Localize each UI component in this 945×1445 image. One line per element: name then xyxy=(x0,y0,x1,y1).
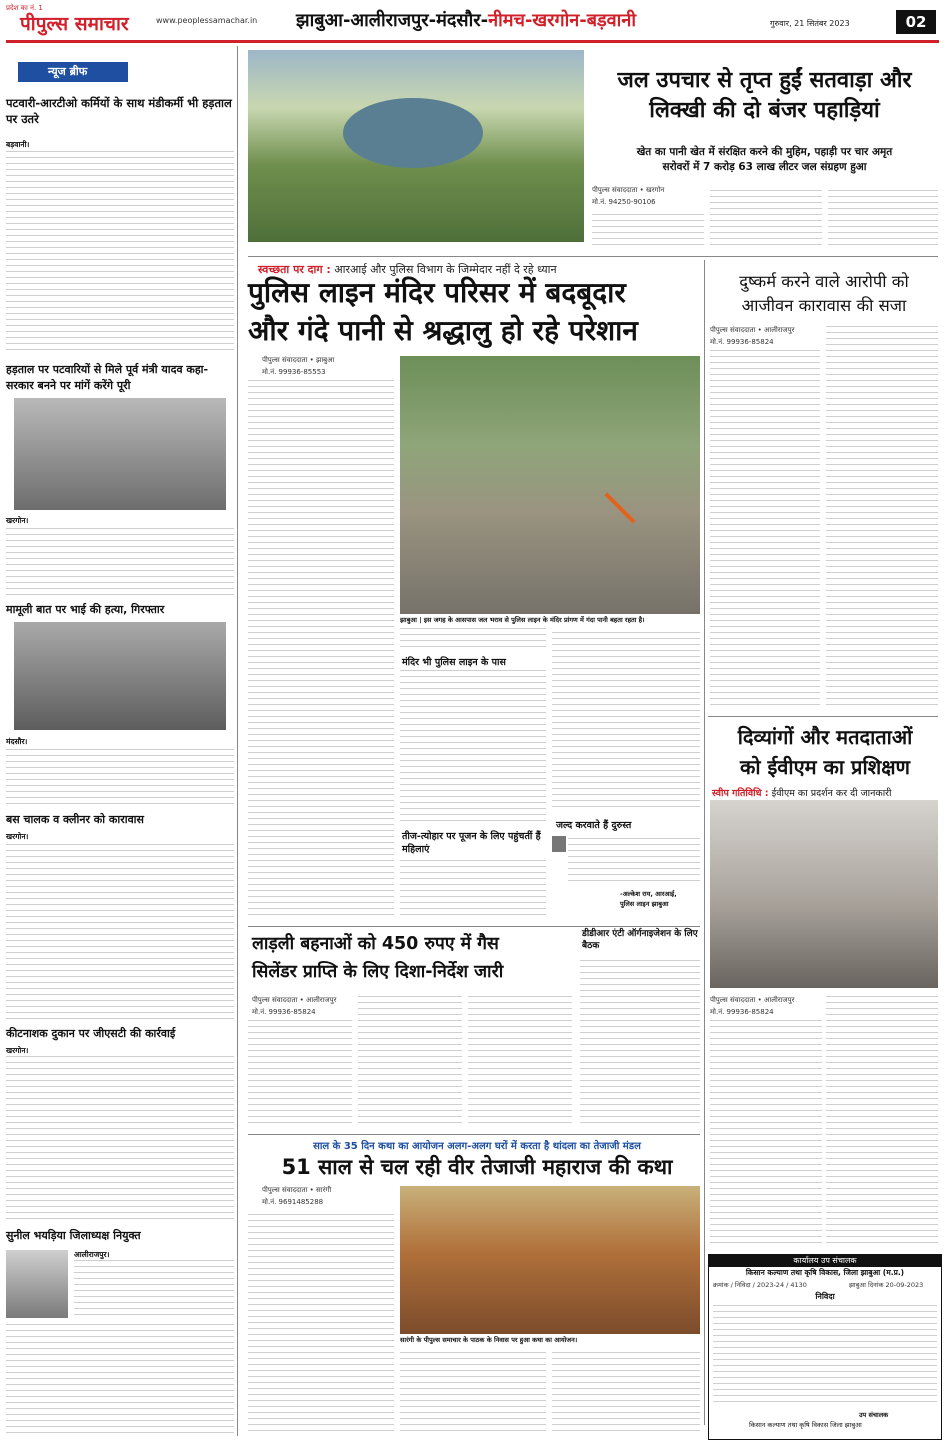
brief-5-body xyxy=(6,1056,234,1224)
court-headline-line2: आजीवन कारावास की सजा xyxy=(741,296,907,315)
notice-ref-right: झाबुआ दिनांक 20-09-2023 xyxy=(849,1281,924,1289)
ladli-byline-place: आलीराजपुर xyxy=(306,996,337,1004)
court-body-col1 xyxy=(710,350,820,710)
brief-1-body xyxy=(6,150,234,355)
page-number: 02 xyxy=(896,10,936,34)
lead-sub2: सरोवरों में 7 करोड़ 63 लाख लीटर जल संग्रहण हुआ xyxy=(662,161,867,173)
brief-3-body xyxy=(6,747,234,809)
masthead-rule xyxy=(6,40,939,43)
tejaji-byline-place: सारंगी xyxy=(316,1186,332,1194)
evm-byline-place: आलीराजपुर xyxy=(764,996,795,1004)
column-divider-left xyxy=(237,46,238,1436)
court-headline-line1: दुष्कर्म करने वाले आरोपी को xyxy=(739,272,909,291)
logo[interactable]: पीपुल्स समाचार xyxy=(20,13,129,35)
dd-body xyxy=(580,956,700,1128)
court-headline[interactable] xyxy=(710,270,938,318)
notice-office: कार्यालय उप संचालक xyxy=(709,1255,941,1267)
temple-kicker-text: आरआई और पुलिस विभाग के जिम्मेदार नहीं दे रहे ध्यान xyxy=(334,263,557,276)
notice-signature: उप संचालक xyxy=(859,1411,889,1419)
rule-lower xyxy=(248,1134,700,1135)
brief-4-lead: खरगोन। xyxy=(6,832,29,841)
brief-6-portrait xyxy=(6,1250,68,1318)
brief-2-title[interactable]: हड़ताल पर पटवारियों से मिले पूर्व मंत्री यादव कहा- सरकार बनने पर मांगें करेंगे पूरी xyxy=(6,363,209,392)
brief-3-title[interactable]: मामूली बात पर भाई की हत्या, गिरफ्तार xyxy=(6,603,165,616)
tejaji-photo xyxy=(400,1186,700,1334)
temple-quote-body xyxy=(568,836,700,886)
temple-body-col2b xyxy=(400,668,546,826)
ladli-body-col3 xyxy=(468,996,572,1128)
evm-kicker-text: ईवीएम का प्रदर्शन कर दी जानकारी xyxy=(771,788,892,799)
temple-quote-org: पुलिस लाइन झाबुआ xyxy=(620,900,669,908)
brief-3-lead: मंदसौर। xyxy=(6,737,28,746)
temple-photo xyxy=(400,356,700,614)
masthead-logo-block xyxy=(6,4,256,38)
notice-heading: निविदा xyxy=(815,1292,835,1301)
brief-6-lead: आलीराजपुर। xyxy=(74,1250,110,1259)
notice-dept: किसान कल्याण तथा कृषि विकास, जिला झाबुआ (म.प्र.) xyxy=(745,1268,905,1277)
column-divider-right xyxy=(704,260,705,1425)
ladli-headline[interactable] xyxy=(252,930,572,986)
tejaji-body-col3 xyxy=(552,1348,700,1436)
brief-2-lead: खरगोन। xyxy=(6,516,29,525)
evm-byline-name: पीपुल्स संवाददाता xyxy=(710,996,756,1004)
news-brief-label: न्यूज ब्रीफ xyxy=(48,65,88,78)
temple-byline: पीपुल्स संवाददाता • झाबुआ xyxy=(262,356,335,364)
ladli-phone: मो.नं. 99936-85824 xyxy=(252,1008,316,1016)
tejaji-byline-name: पीपुल्स संवाददाता xyxy=(262,1186,308,1194)
tejaji-photo-caption: सारंगी के पीपुल्स समाचार के पाठक के निवास पर हुआ कथा का आयोजन। xyxy=(400,1336,578,1344)
temple-headline[interactable] xyxy=(248,274,700,350)
temple-byline-place: झाबुआ xyxy=(316,356,335,364)
region-title-red: नीमच-खरगोन-बड़वानी xyxy=(488,10,636,31)
lead-subheadline xyxy=(592,145,937,175)
lead-headline-line2: लिक्खी की दो बंजर पहाड़ियां xyxy=(649,98,880,123)
temple-body-col2c xyxy=(400,860,546,920)
ladli-body-col1 xyxy=(248,1020,352,1128)
court-byline: पीपुल्स संवाददाता • आलीराजपुर xyxy=(710,326,795,334)
temple-body-col3a xyxy=(552,628,700,812)
lead-body-col3 xyxy=(828,186,938,250)
temple-photo-caption: झाबुआ | इस जगह के आसपास जल भराव से पुलिस लाइन के मंदिर प्रांगण में गंदा पानी बहता रहता है। xyxy=(400,616,645,624)
court-byline-name: पीपुल्स संवाददाता xyxy=(710,326,756,334)
temple-headline-line2: और गंदे पानी से श्रद्धालु हो रहे परेशान xyxy=(248,314,638,347)
lead-body-col2 xyxy=(710,186,822,250)
ladli-byline: पीपुल्स संवाददाता • आलीराजपुर xyxy=(252,996,337,1004)
temple-subhead-2: तीज-त्योहार पर पूजन के लिए पहुंचतीं हैं महिलाएं xyxy=(402,831,541,855)
evm-headline[interactable] xyxy=(710,722,940,782)
temple-body-col1 xyxy=(248,380,394,920)
issue-date: गुरुवार, 21 सितंबर 2023 xyxy=(770,19,850,28)
dd-story-title[interactable]: डीडीआर एंटी ऑर्गनाइजेशन के लिए बैठक xyxy=(582,929,698,951)
lead-body-col1 xyxy=(592,210,704,250)
brief-6-title[interactable]: सुनील भयड़िया जिलाध्यक्ष नियुक्त xyxy=(6,1229,141,1242)
lead-byline-name: पीपुल्स संवाददाता xyxy=(592,186,638,194)
brief-6-body-a xyxy=(74,1260,234,1320)
lead-byline: पीपुल्स संवाददाता • खरगोन xyxy=(592,186,665,194)
logo-tagline: प्रदेश का नं. 1 xyxy=(6,4,43,12)
evm-kicker-label: स्वीप गतिविधि : xyxy=(712,788,769,799)
region-title-black: झाबुआ-आलीराजपुर-मंदसौर- xyxy=(296,10,489,31)
brief-4-body xyxy=(6,842,234,1024)
lead-photo-pond xyxy=(343,98,483,168)
evm-kicker xyxy=(712,786,942,799)
tejaji-phone: मो.नं. 9691485288 xyxy=(262,1198,324,1206)
brief-5-title[interactable]: कीटनाशक दुकान पर जीएसटी की कार्रवाई xyxy=(6,1027,176,1040)
temple-byline-name: पीपुल्स संवाददाता xyxy=(262,356,308,364)
tejaji-body-col1 xyxy=(248,1210,394,1436)
lead-headline[interactable] xyxy=(592,66,937,126)
brief-6-body-b xyxy=(6,1322,234,1438)
ladli-byline-name: पीपुल्स संवाददाता xyxy=(252,996,298,1004)
ladli-headline-line1: लाड़ली बहनाओं को 450 रुपए में गैस xyxy=(252,934,499,954)
lead-byline-place: खरगोन xyxy=(646,186,665,194)
ladli-headline-line2: सिलेंडर प्राप्ति के लिए दिशा-निर्देश जारी xyxy=(252,962,504,982)
rule-right-1 xyxy=(708,716,938,717)
notice-ref-left: क्रमांक / निविदा / 2023-24 / 4130 xyxy=(713,1281,807,1289)
news-brief-tab xyxy=(18,62,128,82)
evm-photo xyxy=(710,800,938,988)
tejaji-kicker: साल के 35 दिन कथा का आयोजन अलग-अलग घरों में करता है थांदला का तेजाजी मंडल xyxy=(313,1141,641,1152)
tejaji-headline[interactable]: 51 साल से चल रही वीर तेजाजी महाराज की कथा xyxy=(281,1155,673,1179)
temple-kicker-label: स्वच्छता पर दाग : xyxy=(258,263,331,276)
brief-1-title[interactable]: पटवारी-आरटीओ कर्मियों के साथ मंडीकर्मी भी हड़ताल पर उतरे xyxy=(6,96,232,126)
temple-body-col2a xyxy=(400,628,546,652)
evm-byline: पीपुल्स संवाददाता • आलीराजपुर xyxy=(710,996,795,1004)
tender-notice xyxy=(708,1254,942,1440)
lead-phone: मो.नं. 94250-90106 xyxy=(592,198,656,206)
brief-2-body xyxy=(6,526,234,600)
evm-headline-line2: को ईवीएम का प्रशिक्षण xyxy=(739,755,911,779)
region-title xyxy=(296,8,636,32)
website-url[interactable]: www.peoplessamachar.in xyxy=(156,16,258,25)
lead-sub1: खेत का पानी खेत में संरक्षित करने की मुहिम, पहाड़ी पर चार अमृत xyxy=(636,146,893,158)
brief-1-lead: बड़वानी। xyxy=(6,140,30,149)
temple-subhead-3: जल्द करवाते हैं दुरुस्त xyxy=(556,820,632,831)
court-byline-place: आलीराजपुर xyxy=(764,326,795,334)
temple-quote-name: -अल्केश राय, आरआई, xyxy=(620,890,677,898)
evm-headline-line1: दिव्यांगों और मतदाताओं xyxy=(737,725,913,749)
temple-subhead-1: मंदिर भी पुलिस लाइन के पास xyxy=(402,657,506,668)
brief-5-lead: खरगोन। xyxy=(6,1046,29,1055)
notice-signature-org: किसान कल्याण तथा कृषि विकास जिला झाबुआ xyxy=(749,1421,862,1429)
arrow-icon xyxy=(604,492,635,523)
court-phone: मो.नं. 99936-85824 xyxy=(710,338,774,346)
lead-headline-line1: जल उपचार से तृप्त हुईं सतवाड़ा और xyxy=(617,68,912,93)
rule-mid xyxy=(248,926,700,927)
brief-2-photo xyxy=(14,398,226,510)
notice-body xyxy=(713,1303,937,1407)
brief-3-photo xyxy=(14,622,226,730)
ladli-body-col2 xyxy=(358,996,462,1128)
tejaji-body-col2 xyxy=(400,1348,546,1436)
quote-portrait xyxy=(552,836,566,852)
rule-top xyxy=(248,256,938,257)
lead-photo xyxy=(248,50,584,242)
evm-phone: मो.नं. 99936-85824 xyxy=(710,1008,774,1016)
temple-headline-line1: पुलिस लाइन मंदिर परिसर में बदबूदार xyxy=(248,276,626,309)
temple-phone: मो.नं. 99936-85553 xyxy=(262,368,326,376)
tejaji-byline: पीपुल्स संवाददाता • सारंगी xyxy=(262,1186,332,1194)
brief-4-title[interactable]: बस चालक व क्लीनर को कारावास xyxy=(6,813,144,826)
evm-body-col2 xyxy=(826,996,938,1248)
court-body-col2 xyxy=(826,326,938,710)
evm-body-col1 xyxy=(710,1020,822,1248)
